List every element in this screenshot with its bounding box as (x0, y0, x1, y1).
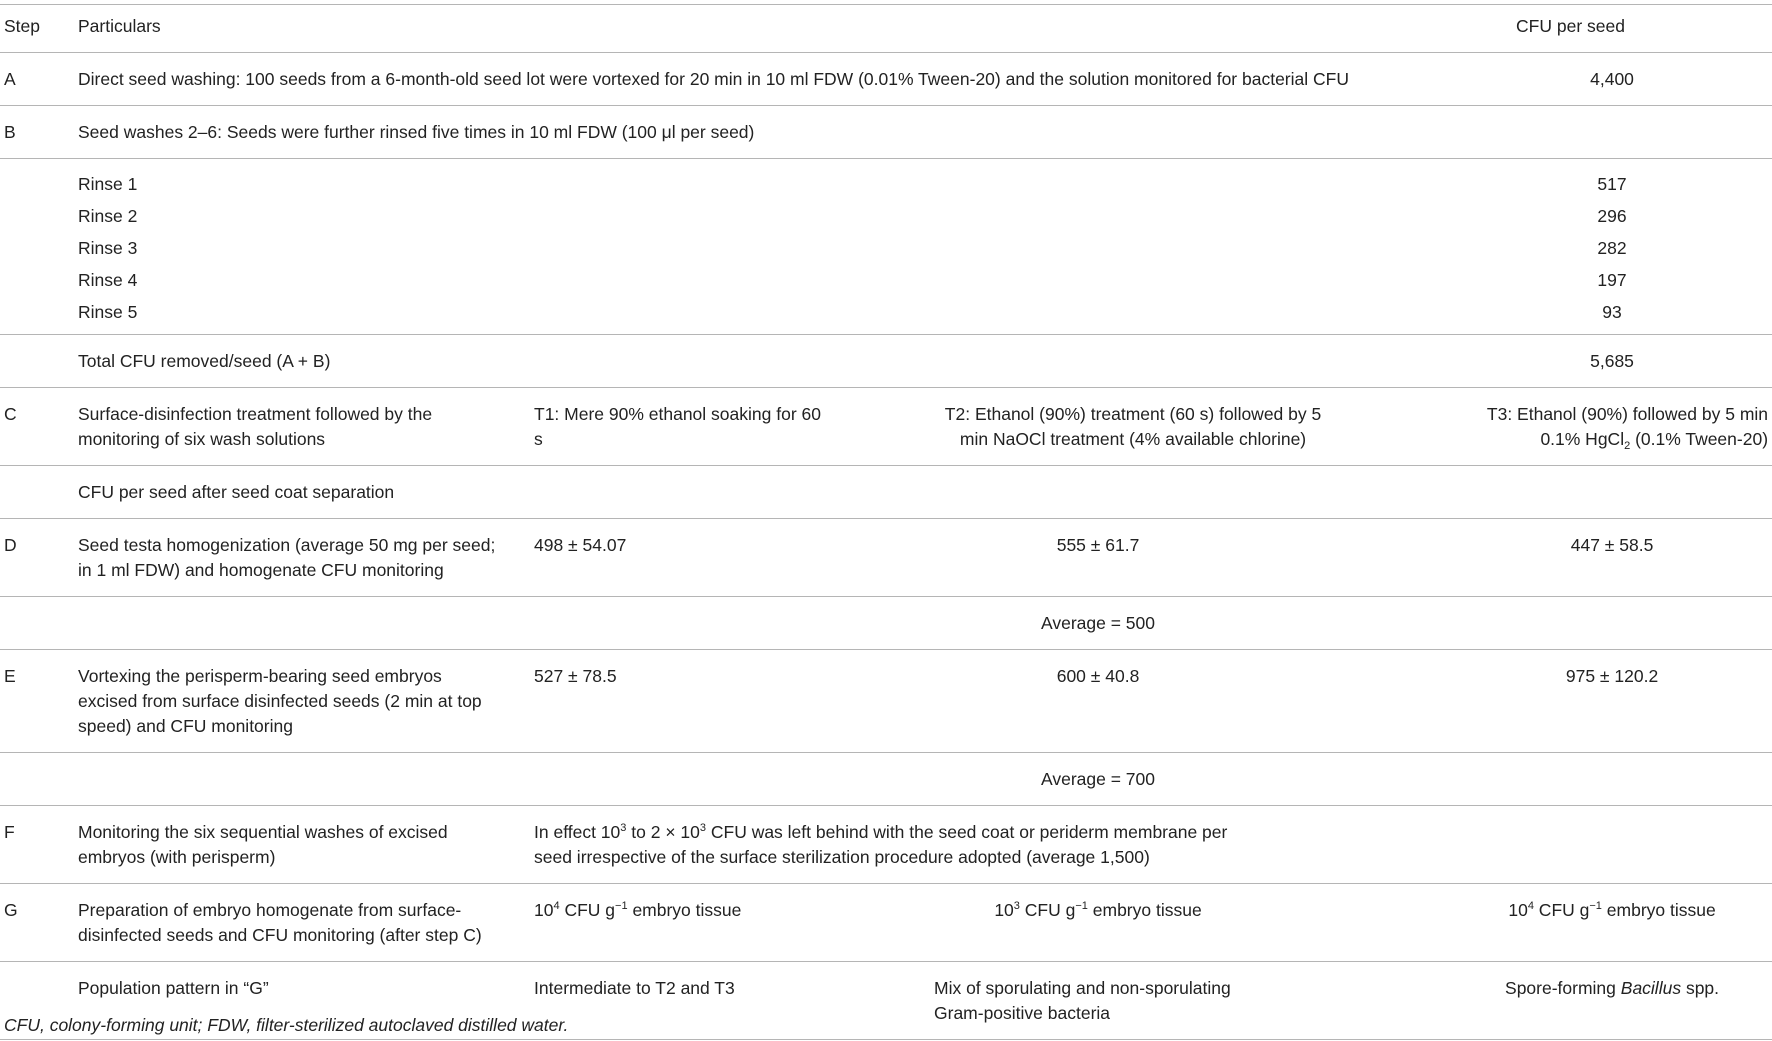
row-f-sup2: 3 (699, 822, 706, 834)
row-g-t1-unit-exp: −1 (615, 900, 628, 912)
rinse-row (0, 296, 1772, 335)
population-t2: Mix of sporulating and non-sporulating Gram-positive bacteria (874, 962, 1452, 1040)
row-c-t3 (1452, 388, 1772, 466)
row-g-t2-unit-post: embryo tissue (1087, 900, 1202, 920)
row-d-text: Seed testa homogenization (average 50 mg per seed; in 1 ml FDW) and homogenate CFU monitoring (78, 519, 534, 597)
row-f-result (534, 806, 1452, 884)
row-f-r-b: to 2 × 10 (626, 822, 700, 842)
row-c-t3-pre: T3: Ethanol (90%) followed by 5 min 0.1% HgCl (1486, 404, 1769, 449)
row-d-average: Average = 500 (874, 597, 1452, 650)
table-row-e (0, 650, 1772, 753)
row-d-t2: 555 ± 61.7 (874, 519, 1452, 597)
rinse-row (0, 200, 1772, 232)
table-row-d-average (0, 597, 1772, 650)
rinse-label: Rinse 1 (78, 174, 138, 194)
step-a: A (0, 53, 78, 106)
table-row-g (0, 884, 1772, 962)
row-g-t3-unit-post: embryo tissue (1601, 900, 1716, 920)
row-a-text: Direct seed washing: 100 seeds from a 6-month-old seed lot were vortexed for 20 min in 10 ml FDW (0.01% Tween-20) and the solution monitored for bacterial CFU (78, 53, 1452, 106)
row-c-t3-sub: 2 (1624, 440, 1631, 452)
population-t3-pre: Spore-forming (1505, 978, 1621, 998)
row-g-t3-exp: 4 (1527, 900, 1534, 912)
table-row-d (0, 519, 1772, 597)
header-particulars: Particulars (78, 0, 1452, 53)
rinse-cfu: 517 (1597, 174, 1627, 194)
row-g-t3 (1452, 884, 1772, 962)
table-footnote: CFU, colony-forming unit; FDW, filter-sterilized autoclaved distilled water. (4, 1015, 569, 1035)
population-label: Population pattern in “G” (78, 962, 534, 1040)
table-row-seedcoat (0, 466, 1772, 519)
step-c: C (0, 388, 78, 466)
population-t3-italic: Bacillus (1620, 978, 1682, 998)
row-b-mu: μ (661, 122, 672, 142)
rinse-cfu: 93 (1452, 296, 1772, 335)
population-t3 (1452, 962, 1772, 1040)
row-b-text-post: l per seed) (671, 122, 755, 142)
seedcoat-text: CFU per seed after seed coat separation (78, 466, 1772, 519)
row-g-t2-base: 10 (994, 900, 1014, 920)
rinse-row (0, 264, 1772, 296)
step-g: G (0, 884, 78, 962)
population-t3-post: spp. (1681, 978, 1720, 998)
row-g-t1-exp: 4 (553, 900, 560, 912)
row-g-t3-base: 10 (1508, 900, 1528, 920)
row-g-t2 (874, 884, 1452, 962)
table-row-total (0, 335, 1772, 388)
table-header-row (0, 0, 1772, 53)
table-row-c (0, 388, 1772, 466)
row-a-cfu: 4,400 (1452, 53, 1772, 106)
row-c-t3-post: (0.1% Tween-20) (1630, 429, 1769, 449)
header-cfu: CFU per seed (1452, 0, 1772, 53)
population-t1: Intermediate to T2 and T3 (534, 962, 874, 1040)
row-b-text (78, 106, 1772, 159)
row-g-t1-unit-pre: CFU g (559, 900, 616, 920)
header-step: Step (0, 0, 78, 53)
table-row-e-average (0, 753, 1772, 806)
step-e: E (0, 650, 78, 753)
row-g-t1 (534, 884, 874, 962)
row-d-t1: 498 ± 54.07 (534, 519, 874, 597)
table-row-a (0, 53, 1772, 106)
step-d: D (0, 519, 78, 597)
row-e-text: Vortexing the perisperm-bearing seed embryos excised from surface disinfected seeds (2 min at top speed) and CFU monitoring (78, 650, 534, 753)
rinse-label: Rinse 2 (78, 206, 138, 226)
row-g-t2-unit-pre: CFU g (1019, 900, 1076, 920)
row-c-t2: T2: Ethanol (90%) treatment (60 s) followed by 5 min NaOCl treatment (4% available chlorine) (874, 388, 1452, 466)
row-e-average: Average = 700 (874, 753, 1452, 806)
row-g-t2-exp: 3 (1013, 900, 1020, 912)
rinse-label: Rinse 3 (78, 238, 138, 258)
table-row-b (0, 106, 1772, 159)
table-row-f (0, 806, 1772, 884)
row-e-t2: 600 ± 40.8 (874, 650, 1452, 753)
row-f-r-c: CFU was left behind with the seed coat or periderm membrane per seed irrespective of the surface sterilization procedure adopted (average 1,500) (534, 822, 1228, 867)
row-g-t2-unit-exp: −1 (1075, 900, 1088, 912)
row-c-t1: T1: Mere 90% ethanol soaking for 60 s (534, 388, 874, 466)
row-g-t1-unit-post: embryo tissue (627, 900, 742, 920)
row-g-t3-unit-pre: CFU g (1533, 900, 1590, 920)
rinse-label: Rinse 5 (78, 296, 1452, 335)
row-g-text: Preparation of embryo homogenate from surface-disinfected seeds and CFU monitoring (after step C) (78, 884, 534, 962)
row-f-r-a: In effect 10 (534, 822, 621, 842)
row-e-t1: 527 ± 78.5 (534, 650, 874, 753)
step-f: F (0, 806, 78, 884)
total-cfu: 5,685 (1452, 335, 1772, 388)
rinse-row (0, 159, 1772, 201)
row-e-t3: 975 ± 120.2 (1452, 650, 1772, 753)
row-d-t3: 447 ± 58.5 (1452, 519, 1772, 597)
rinse-cfu: 197 (1597, 270, 1627, 290)
step-b: B (0, 106, 78, 159)
rinse-label: Rinse 4 (78, 270, 138, 290)
rinse-cfu: 296 (1597, 206, 1627, 226)
rinse-row (0, 232, 1772, 264)
row-g-t1-base: 10 (534, 900, 554, 920)
rinse-cfu: 282 (1597, 238, 1627, 258)
row-g-t3-unit-exp: −1 (1589, 900, 1602, 912)
row-f-sup1: 3 (620, 822, 627, 834)
row-f-text: Monitoring the six sequential washes of excised embryos (with perisperm) (78, 806, 534, 884)
total-label: Total CFU removed/seed (A + B) (78, 335, 1452, 388)
row-b-text-pre: Seed washes 2–6: Seeds were further rinsed five times in 10 ml FDW (100 (78, 122, 662, 142)
row-c-text: Surface-disinfection treatment followed by the monitoring of six wash solutions (78, 388, 534, 466)
